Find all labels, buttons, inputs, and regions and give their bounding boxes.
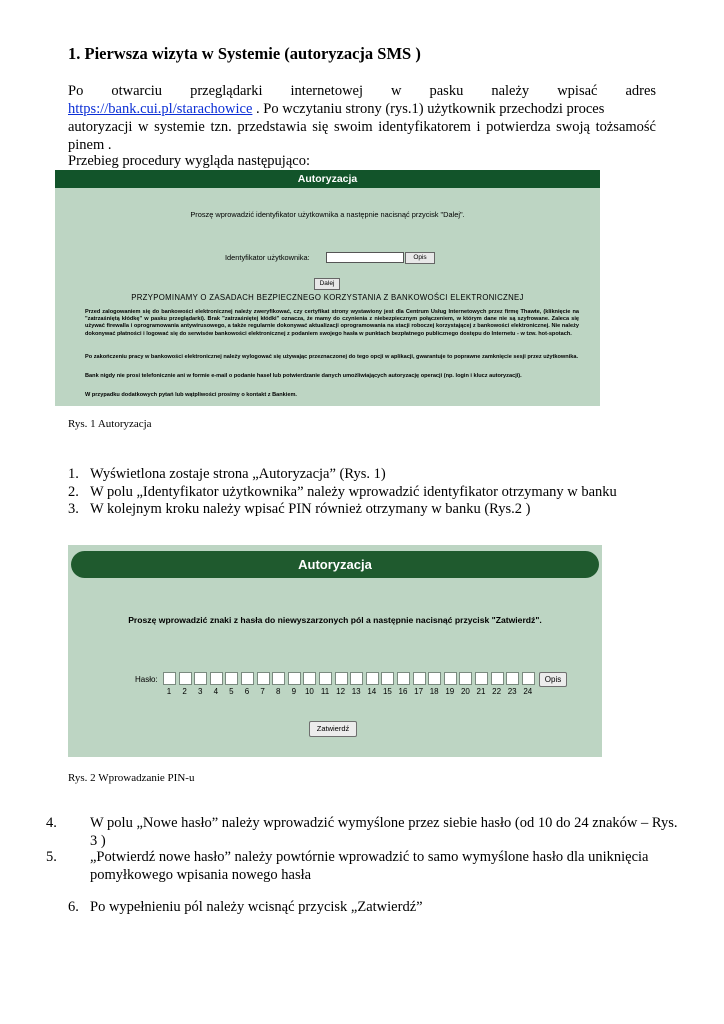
- fig1-security-paragraph: Po zakończeniu pracy w bankowości elektronicznej należy wylogować się używając przeznaczonej do tego opcji w aplikacji, gwarantuje to poprawne zamknięcie sesji przez użytkownika.: [85, 354, 579, 360]
- fig2-position-number: 18: [429, 687, 439, 696]
- fig2-position-number: 4: [213, 687, 219, 696]
- fig2-position-number: 14: [367, 687, 377, 696]
- fig2-password-char-box[interactable]: [335, 672, 348, 685]
- fig2-password-char-box[interactable]: [444, 672, 457, 685]
- figure-1-authorization-screenshot: [55, 170, 600, 406]
- fig2-password-char-box[interactable]: [225, 672, 238, 685]
- list-item: [68, 500, 658, 518]
- fig2-position-number: 24: [523, 687, 533, 696]
- fig2-position-number: 17: [414, 687, 424, 696]
- fig2-position-number: 8: [275, 687, 281, 696]
- fig1-security-paragraph: Przed zalogowaniem się do bankowości elektronicznej należy zweryfikować, czy certyfikat strony wystawiony jest dla Centrum Usług Internetowych przez firmę Thawte, (kliknięcie na "zatrzaśniętą kłódkę" w pasku przeglądarki). Brak "zatrzaśniętej kłódki" oznacza, że mamy do czynienia z niebezpiecznym połączeniem, w którym dane nie są szyfrowane. Zaleca się używać firewalla i oprogramowania antywirusowego, a także regularnie dokonywać aktualizacji oprogramowania na stacji roboczej korzystającej z bankowości elektronicznej. Nie należy dokonywać płatności i logować się do serwisów bankowości elektronicznej z podaniem swojego hasła w punktach bezpłatnego publicznego dostępu do Internetu - w tzw. hot-spotach.: [85, 309, 579, 337]
- fig2-position-number: 19: [445, 687, 455, 696]
- bank-url-link[interactable]: https://bank.cui.pl/starachowice: [68, 101, 253, 117]
- list-number: 3.: [68, 501, 79, 517]
- fig2-position-number: 3: [197, 687, 203, 696]
- list-number: 4.: [46, 815, 57, 831]
- intro-word: przeglądarki: [190, 83, 263, 99]
- fig2-position-number: 9: [291, 687, 297, 696]
- fig2-confirm-button[interactable]: Zatwierdź: [309, 721, 357, 737]
- fig2-password-char-box[interactable]: [288, 672, 301, 685]
- fig2-position-number: 23: [507, 687, 517, 696]
- intro-word: należy: [491, 83, 530, 99]
- fig2-password-char-box[interactable]: [366, 672, 379, 685]
- fig2-password-char-box[interactable]: [475, 672, 488, 685]
- list-item: [68, 483, 658, 501]
- fig1-security-paragraph: W przypadku dodatkowych pytań lub wątpliwości prosimy o kontakt z Bankiem.: [85, 392, 297, 398]
- fig2-prompt: Proszę wprowadzić znaki z hasła do niewyszarzonych pól a następnie nacisnąć przycisk "Zatwierdź".: [128, 615, 542, 625]
- fig2-password-char-box[interactable]: [194, 672, 207, 685]
- fig2-position-number: 13: [351, 687, 361, 696]
- fig2-opis-button[interactable]: Opis: [539, 672, 567, 687]
- fig1-security-reminder-heading: PRZYPOMINAMY O ZASADACH BEZPIECZNEGO KORZYSTANIA Z BANKOWOŚCI ELEKTRONICZNEJ: [131, 293, 524, 302]
- fig2-password-char-box[interactable]: [241, 672, 254, 685]
- list-item: [68, 898, 658, 916]
- list-number: 2.: [68, 484, 79, 500]
- list-text: „Potwierdź nowe hasło” należy powtórnie wprowadzić to samo wymyślone hasło dla uniknięcia pomyłkowego wpisania nowego hasła: [90, 849, 649, 883]
- section-heading: 1. Pierwsza wizyta w Systemie (autoryzacja SMS ): [68, 44, 421, 63]
- fig2-position-number: 2: [182, 687, 187, 696]
- intro-line-4: pinem .: [68, 137, 112, 153]
- fig2-password-char-box[interactable]: [257, 672, 270, 685]
- list-item: [68, 465, 658, 483]
- fig2-password-char-box[interactable]: [428, 672, 441, 685]
- fig2-password-char-box[interactable]: [319, 672, 332, 685]
- intro-word: wpisać: [557, 83, 598, 99]
- fig2-position-number: 1: [166, 687, 172, 696]
- fig2-password-char-box[interactable]: [303, 672, 316, 685]
- fig2-position-number: 22: [492, 687, 502, 696]
- fig2-position-number: 11: [320, 687, 330, 696]
- fig1-title-bar: Autoryzacja: [55, 170, 600, 188]
- fig2-password-char-box[interactable]: [397, 672, 410, 685]
- list-text: Po wypełnieniu pól należy wcisnąć przycisk „Zatwierdź”: [90, 899, 423, 915]
- intro-word: pasku: [429, 83, 464, 99]
- list-text: Wyświetlona zostaje strona „Autoryzacja” (Rys. 1): [90, 466, 386, 482]
- list-text: W polu „Nowe hasło” należy wprowadzić wymyślone przez siebie hasło (od 10 do 24 znaków – Rys. 3 ): [90, 815, 678, 849]
- fig2-title-bar: Autoryzacja: [71, 551, 599, 578]
- list-text: W polu „Identyfikator użytkownika” należy wprowadzić identyfikator otrzymany w banku: [90, 484, 617, 500]
- fig2-password-char-box[interactable]: [179, 672, 192, 685]
- intro-line-1: [68, 82, 656, 100]
- fig1-id-label: Identyfikator użytkownika:: [225, 253, 310, 262]
- figure-2-pin-entry-screenshot: [68, 545, 602, 757]
- fig2-password-char-box[interactable]: [413, 672, 426, 685]
- fig2-password-char-box[interactable]: [272, 672, 285, 685]
- fig2-position-number: 5: [229, 687, 234, 696]
- list-text: W kolejnym kroku należy wpisać PIN również otrzymany w banku (Rys.2 ): [90, 501, 531, 517]
- intro-line-5: Przebieg procedury wygląda następująco:: [68, 153, 310, 169]
- fig2-position-number: 15: [382, 687, 392, 696]
- figure-2-caption: Rys. 2 Wprowadzanie PIN-u: [68, 772, 195, 784]
- list-item: [46, 814, 680, 850]
- fig2-password-char-box[interactable]: [163, 672, 176, 685]
- intro-line-3: autoryzacji w systemie tzn. przedstawia się swoim identyfikatorem i potwierdza swoją tożsamość: [68, 119, 656, 135]
- fig1-id-input[interactable]: [326, 252, 404, 263]
- intro-word: otwarciu: [111, 83, 163, 99]
- fig1-prompt: Proszę wprowadzić identyfikator użytkownika a następnie nacisnąć przycisk "Dalej".: [190, 210, 465, 219]
- intro-word: Po: [68, 83, 84, 99]
- fig2-password-char-box[interactable]: [491, 672, 504, 685]
- list-number: 6.: [68, 899, 79, 915]
- fig2-password-char-box[interactable]: [210, 672, 223, 685]
- intro-line-2: [68, 100, 656, 118]
- fig2-password-char-box[interactable]: [381, 672, 394, 685]
- fig1-security-paragraph: Bank nigdy nie prosi telefonicznie ani w formie e-mail o podanie haseł lub potwierdzanie danych umożliwiających autoryzację operacji (np. login i klucz autoryzacji).: [85, 373, 522, 379]
- intro-word: internetowej: [290, 83, 364, 99]
- fig2-position-number: 21: [476, 687, 486, 696]
- fig2-password-label: Hasło:: [135, 675, 158, 684]
- intro-line-2-rest: . Po wczytaniu strony (rys.1) użytkownik przechodzi proces: [252, 101, 605, 117]
- fig1-opis-button[interactable]: Opis: [405, 252, 435, 264]
- figure-1-caption: Rys. 1 Autoryzacja: [68, 418, 152, 430]
- list-number: 1.: [68, 466, 79, 482]
- fig2-password-char-box[interactable]: [506, 672, 519, 685]
- list-number: 5.: [46, 849, 57, 865]
- fig2-position-number: 12: [336, 687, 346, 696]
- fig2-password-char-box[interactable]: [522, 672, 535, 685]
- fig2-position-number: 7: [260, 687, 265, 696]
- intro-word: adres: [625, 83, 657, 99]
- fig2-password-char-box[interactable]: [350, 672, 363, 685]
- intro-word: w: [391, 83, 402, 99]
- fig1-next-button[interactable]: Dalej: [314, 278, 340, 290]
- fig2-password-char-box[interactable]: [459, 672, 472, 685]
- fig2-position-number: 20: [460, 687, 470, 696]
- fig2-position-number: 6: [244, 687, 250, 696]
- fig2-position-number: 16: [398, 687, 408, 696]
- list-item: [46, 848, 680, 884]
- fig2-position-number: 10: [304, 687, 314, 696]
